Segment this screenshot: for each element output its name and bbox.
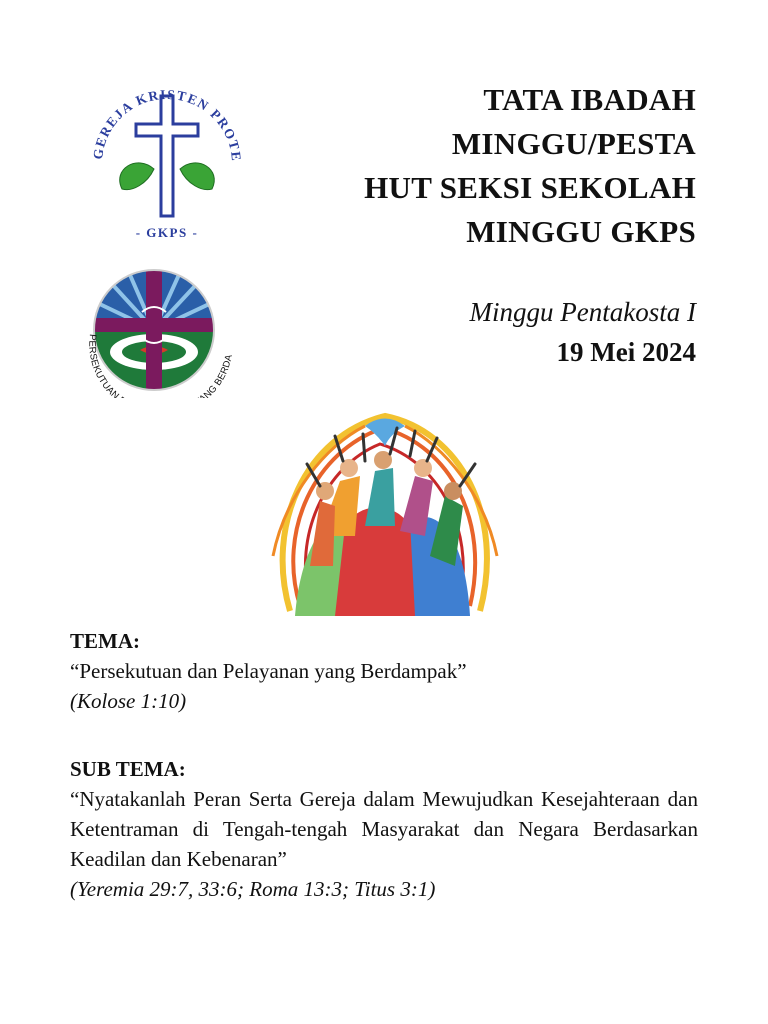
document-title <box>364 78 696 254</box>
right-leaf-icon <box>180 163 214 190</box>
sub-theme-section <box>70 754 698 904</box>
left-leaf-icon <box>120 163 154 190</box>
pentecost-illustration-graphic <box>265 406 505 616</box>
title-line-2: MINGGU/PESTA <box>451 126 696 161</box>
pentecost-illustration <box>265 406 505 616</box>
svg-text:GEREJA KRISTEN PROTESTAN SIMAL <box>92 74 242 163</box>
occasion-name: Minggu Pentakosta I <box>469 297 696 327</box>
occasion-date: 19 Mei 2024 <box>556 337 696 367</box>
title-line-3: HUT SEKSI SEKOLAH <box>364 170 696 205</box>
gkps-logo-graphic <box>92 74 242 244</box>
sub-theme-reference: (Yeremia 29:7, 33:6; Roma 13:3; Titus 3:1) <box>70 877 436 901</box>
gkps-logo <box>92 74 242 244</box>
theme-logo-graphic <box>82 268 242 398</box>
sub-theme-text: “Nyatakanlah Peran Serta Gereja dalam Mewujudkan Kesejahteraan dan Ketentraman di Tengah-tengah Masyarakat dan Negara Berdasarkan Keadilan dan Kebenaran” <box>70 787 698 871</box>
gkps-logo-ring-text: EREJA KRISTEN PROT <box>92 86 242 153</box>
sub-theme-label: SUB TEMA: <box>70 757 186 781</box>
title-line-4: MINGGU GKPS <box>466 214 696 249</box>
theme-logo <box>82 268 242 398</box>
occasion-block <box>470 292 696 372</box>
title-line-1: TATA IBADAH <box>483 82 696 117</box>
cross-icon <box>136 96 198 216</box>
theme-reference: (Kolose 1:10) <box>70 689 187 713</box>
theme-label: TEMA: <box>70 629 140 653</box>
theme-text: “Persekutuan dan Pelayanan yang Berdampak” <box>70 659 467 683</box>
theme-logo-ring-text: PERSEKUTUAN NG BERDA <box>86 333 235 398</box>
theme-section <box>70 626 698 716</box>
gkps-logo-bottom-text: - GKPS - <box>135 225 199 240</box>
